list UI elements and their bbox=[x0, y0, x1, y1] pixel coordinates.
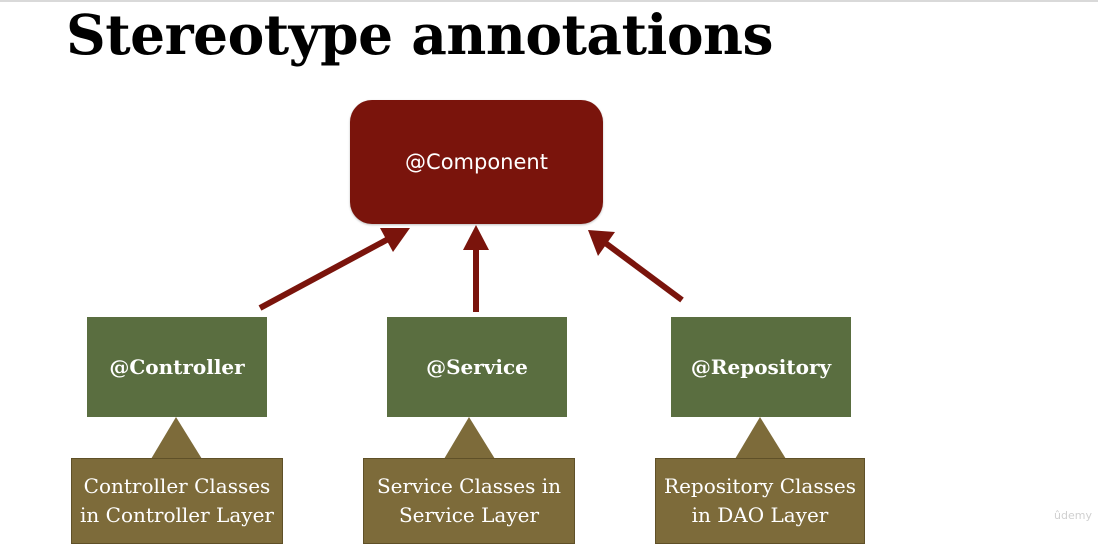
controller-box bbox=[87, 317, 267, 417]
arrow-repository-to-component bbox=[588, 230, 682, 300]
arrow-controller-to-component bbox=[260, 228, 410, 308]
service-callout bbox=[363, 458, 575, 544]
callout-pointer-repository bbox=[735, 417, 786, 459]
controller-callout-line1: Controller Classes bbox=[83, 474, 271, 498]
repository-callout bbox=[655, 458, 865, 544]
controller-callout-line2: in Controller Layer bbox=[80, 503, 274, 527]
arrow-service-to-component bbox=[463, 225, 489, 312]
controller-callout bbox=[71, 458, 283, 544]
callout-pointer-service bbox=[444, 417, 495, 459]
repository-label: @Repository bbox=[690, 355, 832, 379]
repository-callout-line2: in DAO Layer bbox=[691, 503, 829, 527]
slide-title: Stereotype annotations bbox=[66, 2, 774, 67]
repository-callout-line1: Repository Classes bbox=[664, 474, 856, 498]
service-callout-line1: Service Classes in bbox=[376, 474, 562, 498]
component-label: @Component bbox=[405, 150, 548, 174]
service-label: @Service bbox=[426, 355, 528, 379]
controller-label: @Controller bbox=[109, 355, 245, 379]
udemy-watermark: ûdemy bbox=[1054, 509, 1092, 522]
service-callout-line2: Service Layer bbox=[398, 503, 540, 527]
repository-box bbox=[671, 317, 851, 417]
callout-pointer-controller bbox=[151, 417, 202, 459]
service-box bbox=[387, 317, 567, 417]
